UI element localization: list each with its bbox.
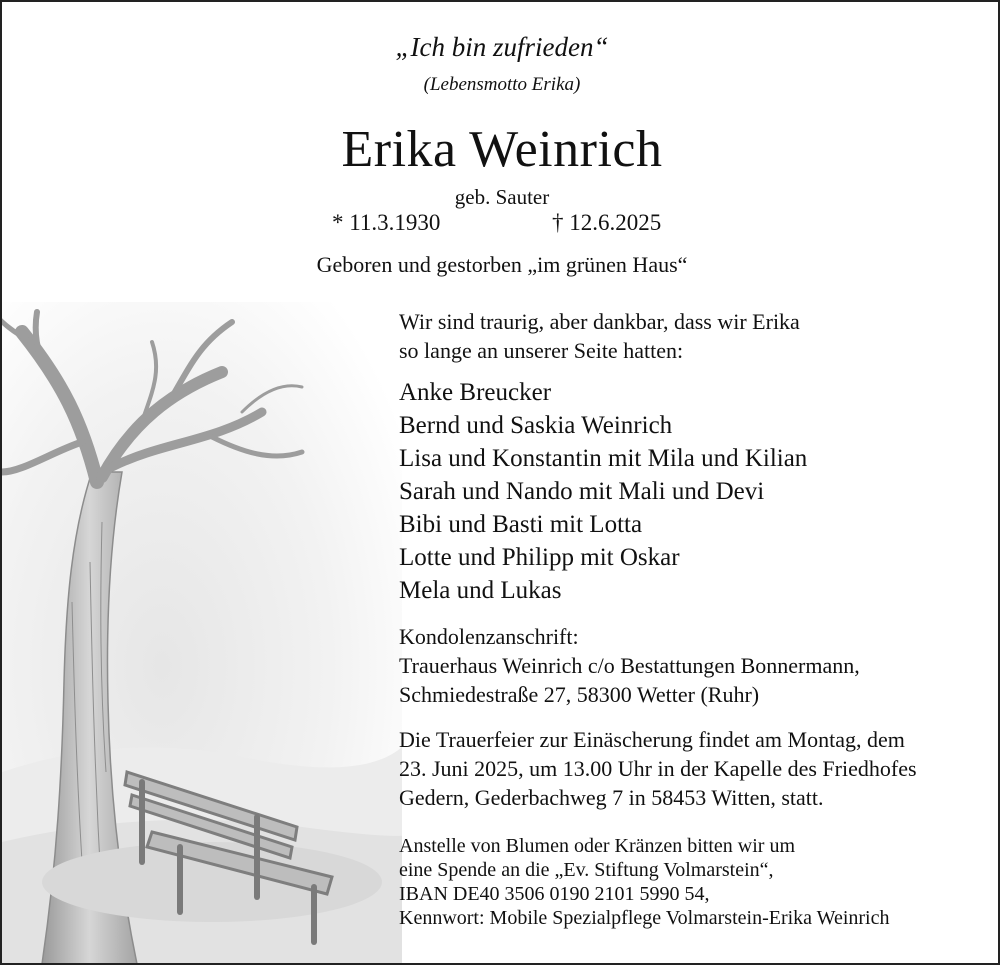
condolence-address [399, 622, 999, 709]
text-line: 23. Juni 2025, um 13.00 Uhr in der Kapelle des Friedhofes [399, 756, 917, 781]
mourner: Bibi und Basti mit Lotta [399, 511, 643, 538]
mourner: Bernd und Saskia Weinrich [399, 412, 673, 439]
text-line: Wir sind traurig, aber dankbar, dass wir Erika [399, 309, 800, 334]
mourners-list [399, 376, 999, 607]
mourner: Anke Breucker [399, 379, 552, 406]
text-line: Trauerhaus Weinrich c/o Bestattungen Bonnermann, [399, 653, 860, 678]
birth-date: * 11.3.1930 [332, 210, 441, 235]
tree-and-bench-illustration [2, 302, 402, 964]
origin-line: Geboren und gestorben „im grünen Haus“ [316, 252, 688, 277]
maiden-name: geb. Sauter [454, 185, 550, 209]
text-line: Die Trauerfeier zur Einäscherung findet am Montag, dem [399, 727, 905, 752]
donation-request [399, 834, 999, 930]
mourner: Lotte und Philipp mit Oskar [399, 544, 680, 571]
text-line: eine Spende an die „Ev. Stiftung Volmarstein“, [399, 859, 774, 881]
mourner: Mela und Lukas [399, 577, 562, 604]
deceased-name: Erika Weinrich [341, 121, 663, 178]
motto-source: (Lebensmotto Erika) [423, 74, 581, 95]
death-date: † 12.6.2025 [552, 210, 662, 235]
text-line: so lange an unserer Seite hatten: [399, 338, 684, 363]
text-line: Anstelle von Blumen oder Kränzen bitten wir um [399, 835, 796, 857]
text-line: Schmiedestraße 27, 58300 Wetter (Ruhr) [399, 682, 760, 707]
text-line: IBAN DE40 3506 0190 2101 5990 54, [399, 883, 710, 905]
mourner: Lisa und Konstantin mit Mila und Kilian [399, 445, 808, 472]
thanks-paragraph [399, 307, 999, 365]
funeral-service-info [399, 725, 999, 812]
text-line: Kennwort: Mobile Spezialpflege Volmarstein-Erika Weinrich [399, 907, 890, 929]
text-line: Kondolenzanschrift: [399, 624, 579, 649]
motto: „Ich bin zufrieden“ [395, 32, 609, 62]
text-line: Gedern, Gederbachweg 7 in 58453 Witten, statt. [399, 785, 824, 810]
mourner: Sarah und Nando mit Mali und Devi [399, 478, 765, 505]
